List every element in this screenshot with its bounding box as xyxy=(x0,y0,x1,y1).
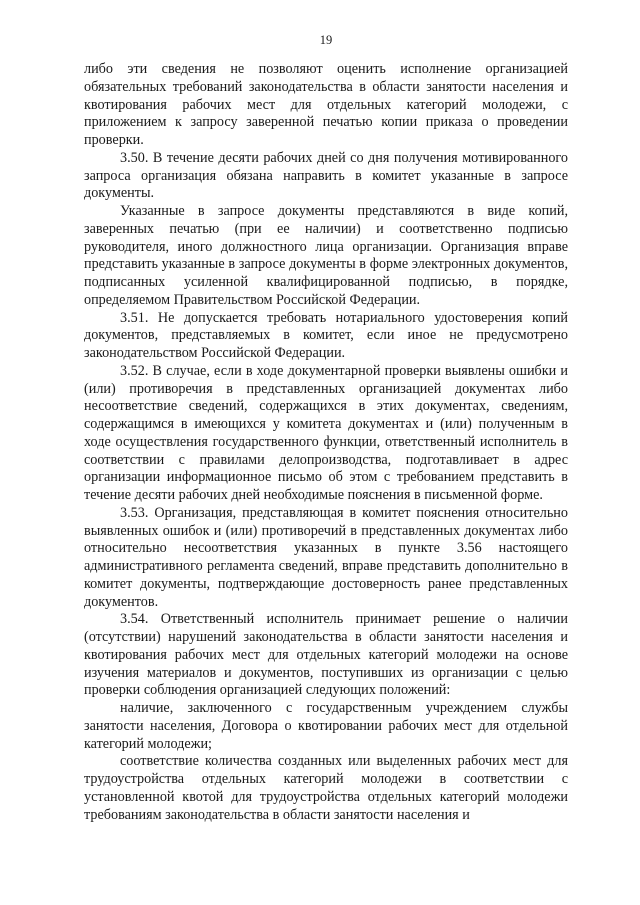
document-page xyxy=(84,0,568,905)
paragraph-documents-copies: Указанные в запросе документы представляются в виде копий, заверенных печатью (при ее наличии) и соответственно подписью руководителя, иного должностного лица организации. Организация вправе представить указанные в запросе документы в форме электронных документов, подписанных усиленной квалифицированной подписью, в порядке, определяемом Правительством Российской Федерации. xyxy=(84,203,568,308)
paragraph-contract-presence: наличие, заключенного с государственным учреждением службы занятости населения, Договора о квотировании рабочих мест для отдельной категорий молодежи; xyxy=(84,700,568,752)
paragraph-3-51: 3.51. Не допускается требовать нотариального удостоверения копий документов, представляемых в комитет, если иное не предусмотрено законодательством Российской Федерации. xyxy=(84,309,568,361)
paragraph-3-54: 3.54. Ответственный исполнитель принимает решение о наличии (отсутствии) нарушений законодательства в области занятости населения и квотирования рабочих мест для отдельных категорий молодежи на основе изучения материалов и документов, поступивших из организации с целью проверки соблюдения организацией следующих положений: xyxy=(84,611,568,699)
paragraph-continuation: либо эти сведения не позволяют оценить исполнение организацией обязательных требований законодательства в области занятости населения и квотирования рабочих мест для отдельных категорий молодежи, с приложением к запросу заверенной печатью копии приказа о проведении проверки. xyxy=(84,61,568,148)
paragraph-3-50: 3.50. В течение десяти рабочих дней со дня получения мотивированного запроса организация обязана направить в комитет указанные в запросе документы. xyxy=(84,149,568,202)
page-number: 19 xyxy=(319,33,333,47)
paragraph-quota-compliance: соответствие количества созданных или выделенных рабочих мест для трудоустройства отдельных категорий молодежи в соответствии с установленной квотой для трудоустройства отдельных категорий молодежи требованиям законодательства в области занятости населения и xyxy=(84,753,568,823)
paragraph-3-52: 3.52. В случае, если в ходе документарной проверки выявлены ошибки и (или) противоречия в представленных организацией документах либо несоответствие сведений, содержащихся в этих документах, сведениям, содержащимся в имеющихся у комитета документах и (или) полученным в ходе осуществления государственного функции, ответственный исполнитель в соответствии с правилами делопроизводства, подготавливает в адрес организации информационное письмо об этом с требованием представить в течение десяти рабочих дней необходимые пояснения в письменной форме. xyxy=(84,362,568,503)
document-body xyxy=(84,61,568,824)
paragraph-3-53: 3.53. Организация, представляющая в комитет пояснения относительно выявленных ошибок и (или) противоречий в представленных документах либо относительно несоответствия указанных в пункте 3.56 настоящего административного регламента сведений, вправе представить дополнительно в комитет документы, подтверждающие достоверность ранее представленных документов. xyxy=(84,504,568,610)
